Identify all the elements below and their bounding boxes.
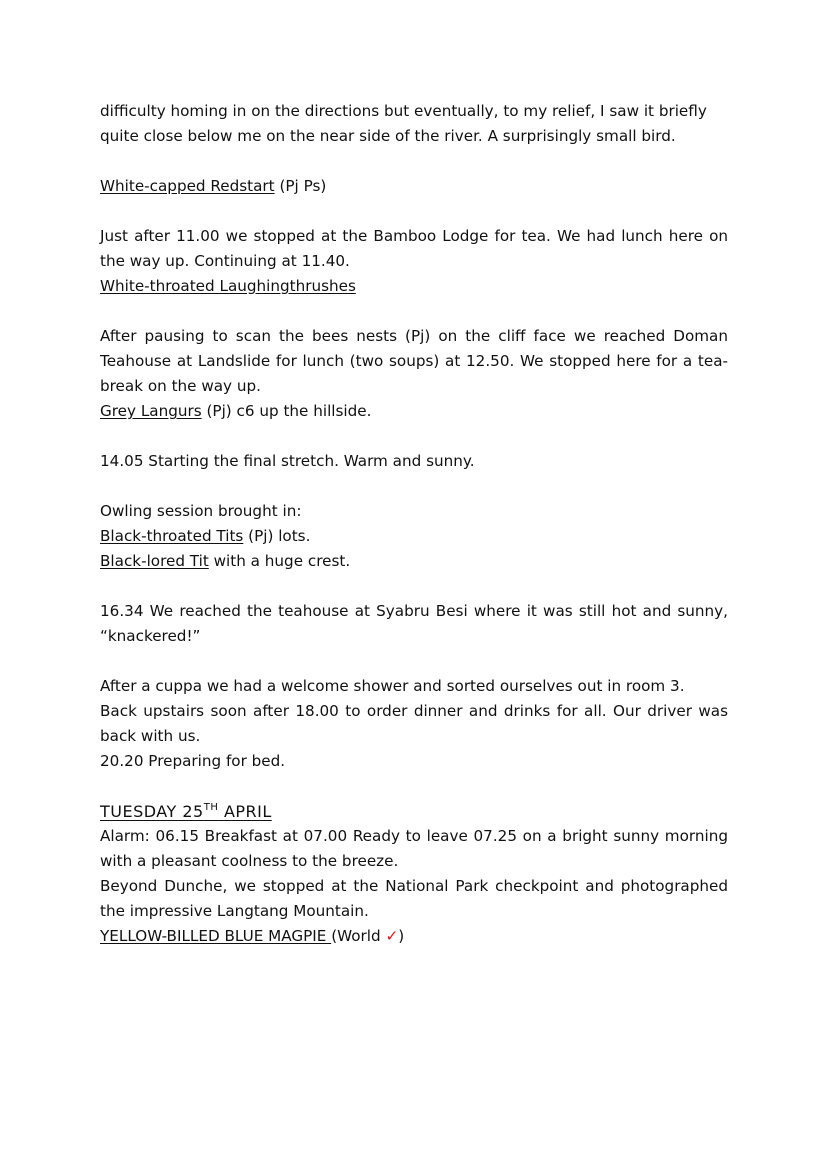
spacer — [100, 649, 728, 674]
sighting-note: (World — [331, 927, 386, 945]
paragraph-evening-2: Back upstairs soon after 18.00 to order dinner and drinks for all. Our driver was back with us. — [100, 702, 728, 745]
sighting-note: (Pj) c6 up the hillside. — [201, 402, 372, 420]
sighting-langurs — [100, 399, 728, 424]
day-heading — [100, 799, 728, 824]
spacer — [100, 474, 728, 499]
bird-name: Black-lored Tit — [100, 552, 209, 570]
paragraph-final-stretch: 14.05 Starting the final stretch. Warm and sunny. — [100, 452, 475, 470]
bird-name: Grey Langurs — [100, 402, 202, 420]
document-page — [100, 99, 728, 949]
bird-name: Black-throated Tits — [100, 527, 244, 545]
sighting-redstart — [100, 174, 728, 199]
day-heading-text: TUESDAY 25 — [100, 802, 204, 821]
sighting-note-close: ) — [398, 927, 405, 945]
paragraph-evening-3: 20.20 Preparing for bed. — [100, 752, 286, 770]
bird-name: White-throated Laughingthrushes — [100, 277, 356, 295]
spacer — [100, 424, 728, 449]
spacer — [100, 199, 728, 224]
owling-intro: Owling session brought in: — [100, 502, 302, 520]
river-line-1: difficulty homing in on the directions but eventually, to my relief, I saw it briefly — [100, 102, 707, 120]
bird-name: White-capped Redstart — [100, 177, 275, 195]
day-heading-month: APRIL — [218, 802, 272, 821]
paragraph-evening-1: After a cuppa we had a welcome shower and sorted ourselves out in room 3. — [100, 677, 685, 695]
sighting-laughingthrushes — [100, 274, 728, 299]
river-line-2: quite close below me on the near side of the river. A surprisingly small bird. — [100, 127, 676, 145]
paragraph-landslide: After pausing to scan the bees nests (Pj) on the cliff face we reached Doman Teahouse at Landslide for lunch (two soups) at 12.50. We stopped here for a tea-break on the way up. — [100, 327, 728, 395]
bird-name: YELLOW-BILLED BLUE MAGPIE — [100, 927, 332, 945]
spacer — [100, 774, 728, 799]
spacer — [100, 574, 728, 599]
paragraph-alarm: Alarm: 06.15 Breakfast at 07.00 Ready to leave 07.25 on a bright sunny morning with a pleasant coolness to the breeze. — [100, 827, 728, 870]
sighting-black-throated-tits — [100, 524, 728, 549]
sighting-black-lored-tit — [100, 549, 728, 574]
sighting-note: (Pj Ps) — [274, 177, 327, 195]
sighting-note: with a huge crest. — [208, 552, 351, 570]
paragraph-bamboo-lodge: Just after 11.00 we stopped at the Bamboo Lodge for tea. We had lunch here on the way up. Continuing at 11.40. — [100, 227, 728, 270]
check-icon: ✓ — [385, 927, 399, 945]
spacer — [100, 299, 728, 324]
day-heading-suffix: TH — [203, 802, 219, 813]
sighting-magpie — [100, 924, 728, 949]
sighting-note: (Pj) lots. — [243, 527, 311, 545]
paragraph-dunche: Beyond Dunche, we stopped at the National Park checkpoint and photographed the impressive Langtang Mountain. — [100, 877, 728, 920]
paragraph-syabru-besi: 16.34 We reached the teahouse at Syabru Besi where it was still hot and sunny, “knackered!” — [100, 602, 728, 645]
spacer — [100, 149, 728, 174]
paragraph-river — [100, 99, 728, 149]
